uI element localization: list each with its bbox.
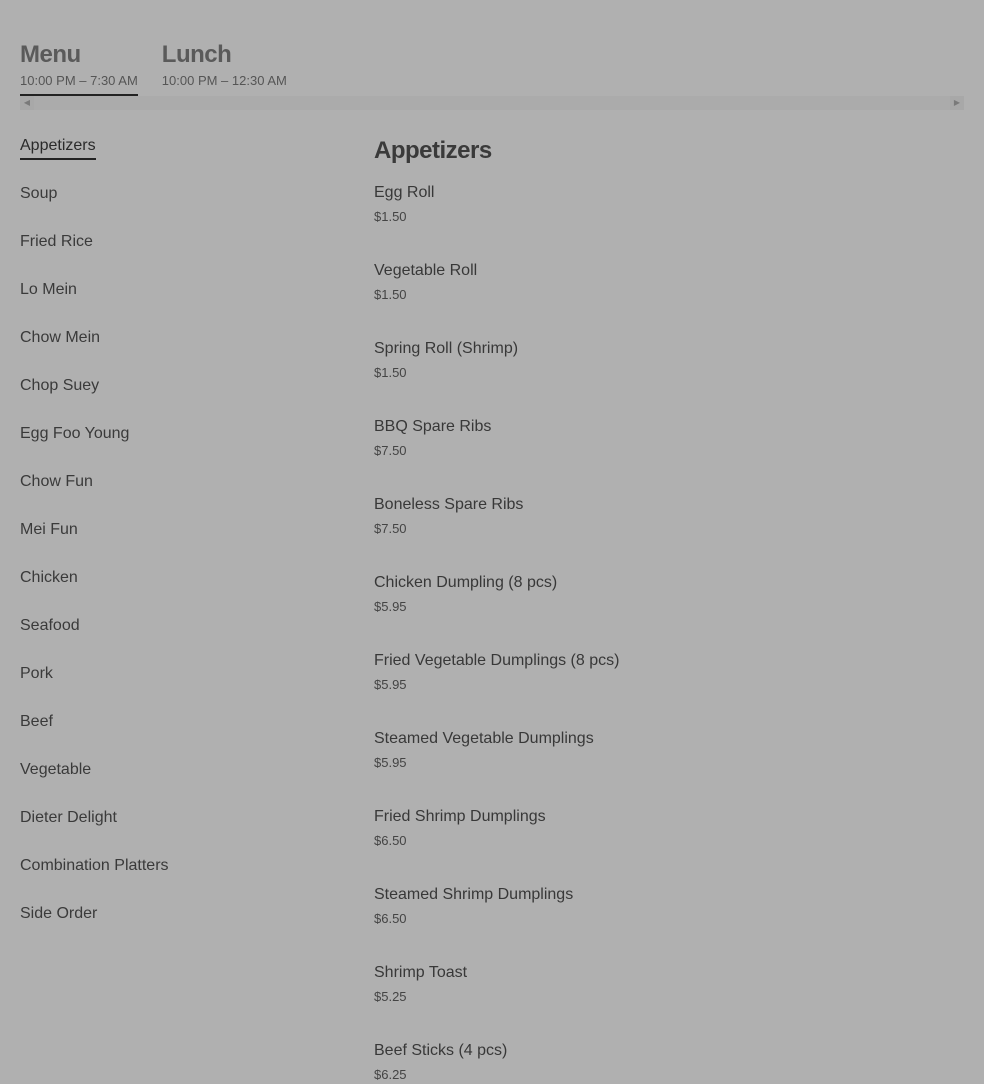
menu-item[interactable] [374,572,964,650]
category-label: Chow Mein [20,329,101,346]
category-pork[interactable] [20,664,340,712]
category-label: Mei Fun [20,521,78,538]
category-dieter-delight[interactable] [20,808,340,856]
item-name: Boneless Spare Ribs [374,496,524,513]
item-price: $1.50 [374,365,407,380]
item-price: $5.25 [374,989,407,1004]
item-price: $1.50 [374,287,407,302]
category-label: Chow Fun [20,473,93,490]
item-name: BBQ Spare Ribs [374,418,492,435]
menu-section [374,136,964,1084]
category-label: Vegetable [20,761,92,778]
scroll-right-icon[interactable]: ▶ [953,98,961,107]
item-name: Shrimp Toast [374,964,468,981]
category-label: Side Order [20,905,98,922]
item-name: Beef Sticks (4 pcs) [374,1042,508,1059]
category-fried-rice[interactable] [20,232,340,280]
category-side-order[interactable] [20,904,340,952]
category-label: Combination Platters [20,857,169,874]
category-label: Fried Rice [20,233,93,250]
category-label: Soup [20,185,58,202]
item-price: $7.50 [374,521,407,536]
menu-tab-hours: 10:00 PM – 7:30 AM [20,73,138,88]
category-chicken[interactable] [20,568,340,616]
item-price: $7.50 [374,443,407,458]
item-price: $6.50 [374,911,407,926]
category-label: Egg Foo Young [20,425,130,442]
menu-item[interactable] [374,494,964,572]
category-label: Dieter Delight [20,809,117,826]
menu-item[interactable] [374,260,964,338]
category-chow-mein[interactable] [20,328,340,376]
category-egg-foo-young[interactable] [20,424,340,472]
category-label: Lo Mein [20,281,77,298]
item-price: $5.95 [374,755,407,770]
horizontal-scrollbar[interactable] [20,96,964,110]
menu-tab-menu[interactable] [20,40,138,98]
category-label: Beef [20,713,53,730]
category-appetizers[interactable] [20,136,340,184]
item-price: $5.95 [374,599,407,614]
category-chop-suey[interactable] [20,376,340,424]
menu-tab-title: Lunch [161,41,232,68]
section-title: Appetizers [374,137,492,164]
menu-item[interactable] [374,416,964,494]
category-label: Chicken [20,569,78,586]
category-label: Pork [20,665,53,682]
item-name: Fried Vegetable Dumplings (8 pcs) [374,652,620,669]
category-label: Chop Suey [20,377,100,394]
category-label: Appetizers [20,136,96,160]
item-price: $1.50 [374,209,407,224]
menu-tab-title: Menu [20,41,81,68]
item-name: Chicken Dumpling (8 pcs) [374,574,558,591]
menu-item[interactable] [374,182,964,260]
item-name: Steamed Shrimp Dumplings [374,886,574,903]
item-price: $6.50 [374,833,407,848]
category-seafood[interactable] [20,616,340,664]
menu-item[interactable] [374,338,964,416]
menu-item[interactable] [374,1040,964,1084]
menu-item[interactable] [374,884,964,962]
category-vegetable[interactable] [20,760,340,808]
category-mei-fun[interactable] [20,520,340,568]
scrollbar-thumb[interactable] [34,96,950,110]
menu-tab-lunch[interactable] [162,40,287,98]
menu-tab-hours: 10:00 PM – 12:30 AM [161,73,287,88]
item-price: $5.95 [374,677,407,692]
category-soup[interactable] [20,184,340,232]
item-name: Steamed Vegetable Dumplings [374,730,594,747]
item-name: Fried Shrimp Dumplings [374,808,546,825]
menu-item[interactable] [374,650,964,728]
item-name: Vegetable Roll [374,262,478,279]
category-lo-mein[interactable] [20,280,340,328]
category-combination-platters[interactable] [20,856,340,904]
item-price: $6.25 [374,1067,407,1082]
item-name: Egg Roll [374,184,435,201]
menu-item[interactable] [374,806,964,884]
category-nav [20,136,340,952]
menu-item[interactable] [374,962,964,1040]
scroll-left-icon[interactable]: ◀ [23,98,31,107]
item-name: Spring Roll (Shrimp) [374,340,519,357]
menu-item[interactable] [374,728,964,806]
category-beef[interactable] [20,712,340,760]
category-chow-fun[interactable] [20,472,340,520]
menu-tabs [20,40,287,98]
category-label: Seafood [20,617,80,634]
